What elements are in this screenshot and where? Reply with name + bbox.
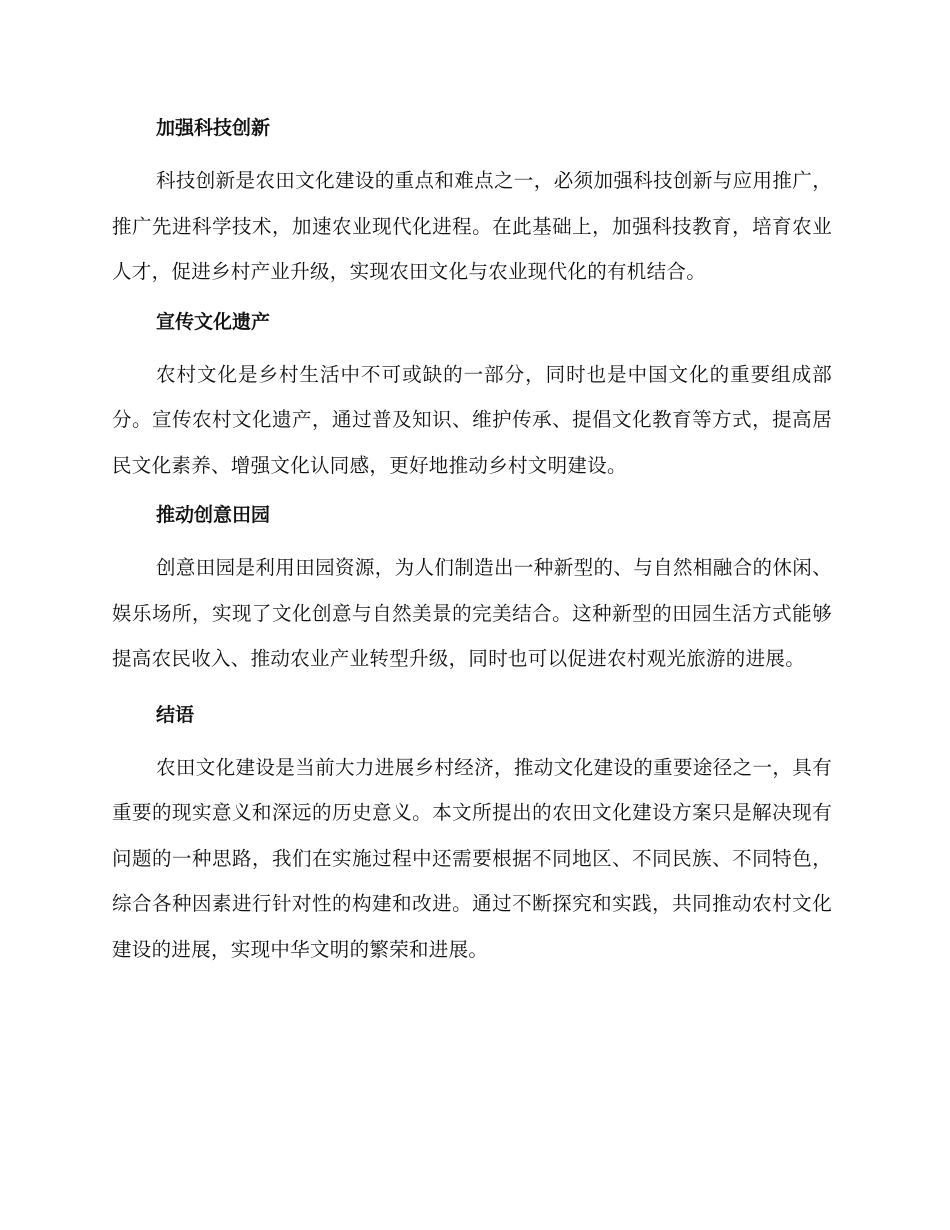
- section-paragraph: 农田文化建设是当前大力进展乡村经济，推动文化建设的重要途径之一，具有重要的现实意义和深远的历史意义。本文所提出的农田文化建设方案只是解决现有问题的一种思路，我们在实施过程中还需要根据不同地区、不同民族、不同特色，综合各种因素进行针对性的构建和改进。通过不断探究和实践，共同推动农村文化建设的进展，实现中华文明的繁荣和进展。: [112, 755, 832, 961]
- section-paragraph: 创意田园是利用田园资源，为人们制造出一种新型的、与自然相融合的休闲、娱乐场所，实现了文化创意与自然美景的完美结合。这种新型的田园生活方式能够提高农民收入、推动农业产业转型升级，同时也可以促进农村观光旅游的进展。: [112, 556, 832, 670]
- section-heading: 加强科技创新: [156, 117, 271, 139]
- section-paragraph: 科技创新是农田文化建设的重点和难点之一，必须加强科技创新与应用推广，推广先进科学技术，加速农业现代化进程。在此基础上，加强科技教育，培育农业人才，促进乡村产业升级，实现农田文化与农业现代化的有机结合。: [112, 169, 832, 283]
- section-heading: 宣传文化遗产: [156, 310, 271, 333]
- document-page: [112, 108, 832, 972]
- section-heading: 推动创意田园: [156, 504, 271, 526]
- section-paragraph: 农村文化是乡村生活中不可或缺的一部分，同时也是中国文化的重要组成部分。宣传农村文化遗产，通过普及知识、维护传承、提倡文化教育等方式，提高居民文化素养、增强文化认同感，更好地推动乡村文明建设。: [112, 362, 832, 477]
- section-heading: 结语: [156, 703, 195, 726]
